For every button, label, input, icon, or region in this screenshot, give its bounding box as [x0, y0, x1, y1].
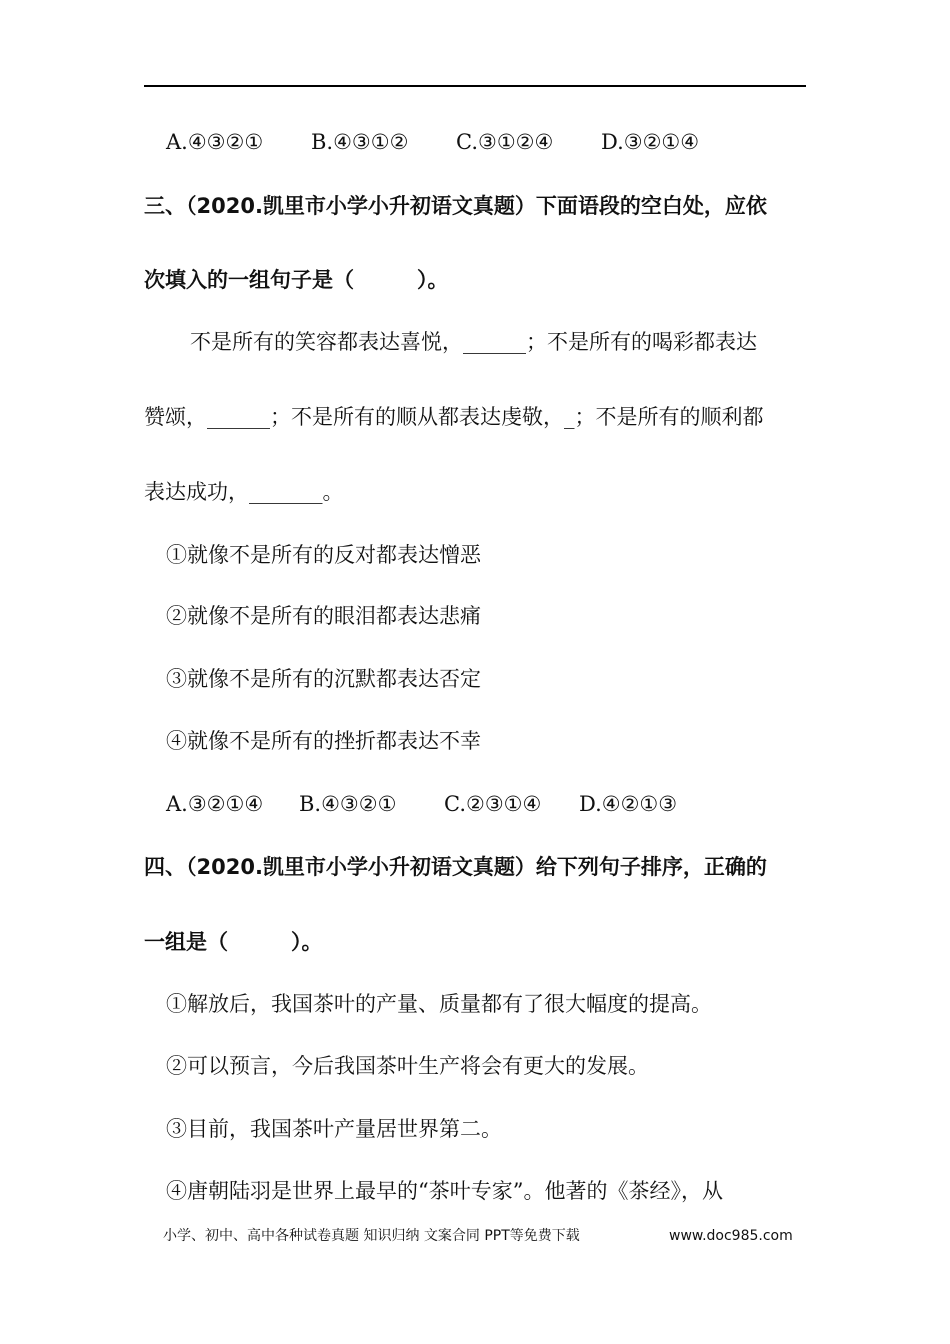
q3-options — [166, 790, 677, 818]
q2-option-d: D.③②①④ — [601, 130, 700, 154]
q3-paragraph-line3: 表达成功，_______。 — [144, 480, 344, 504]
q3-paragraph-line2: 赞颂，______；不是所有的顺从都表达虔敬，_；不是所有的顺利都 — [144, 405, 764, 429]
q4-title-line2: 一组是（ ）。 — [144, 930, 323, 954]
q2-option-b: B.④③①② — [311, 130, 409, 154]
q3-item-4: ④就像不是所有的挫折都表达不幸 — [166, 729, 481, 753]
q4-item-1: ①解放后，我国茶叶的产量、质量都有了很大幅度的提高。 — [166, 992, 712, 1016]
q3-option-a: A.③②①④ — [166, 792, 264, 816]
q4-item-4: ④唐朝陆羽是世界上最早的“茶叶专家”。他著的《茶经》，从 — [166, 1179, 723, 1203]
q4-item-3: ③目前，我国茶叶产量居世界第二。 — [166, 1117, 502, 1141]
q3-item-2: ②就像不是所有的眼泪都表达悲痛 — [166, 604, 481, 628]
footer-website-link[interactable]: www.doc985.com — [669, 1228, 793, 1244]
q2-option-a: A.④③②① — [166, 130, 264, 154]
footer-text: 小学、初中、高中各种试卷真题 知识归纳 文案合同 PPT等免费下载 — [163, 1228, 580, 1244]
q2-options — [166, 128, 699, 156]
header-rule — [144, 85, 806, 87]
q3-title-line2: 次填入的一组句子是（ ）。 — [144, 268, 449, 292]
q3-item-1: ①就像不是所有的反对都表达憎恶 — [166, 543, 481, 567]
q3-option-d: D.④②①③ — [579, 792, 678, 816]
q3-paragraph-line1: 不是所有的笑容都表达喜悦，______；不是所有的喝彩都表达 — [190, 330, 757, 354]
q3-title-line1: 三、（2020.凯里市小学小升初语文真题）下面语段的空白处，应依 — [144, 194, 767, 218]
q3-option-c: C.②③①④ — [444, 792, 542, 816]
q4-item-2: ②可以预言，今后我国茶叶生产将会有更大的发展。 — [166, 1054, 649, 1078]
q3-option-b: B.④③②① — [299, 792, 397, 816]
q4-title-line1: 四、（2020.凯里市小学小升初语文真题）给下列句子排序，正确的 — [144, 855, 767, 879]
q3-item-3: ③就像不是所有的沉默都表达否定 — [166, 667, 481, 691]
q2-option-c: C.③①②④ — [456, 130, 554, 154]
